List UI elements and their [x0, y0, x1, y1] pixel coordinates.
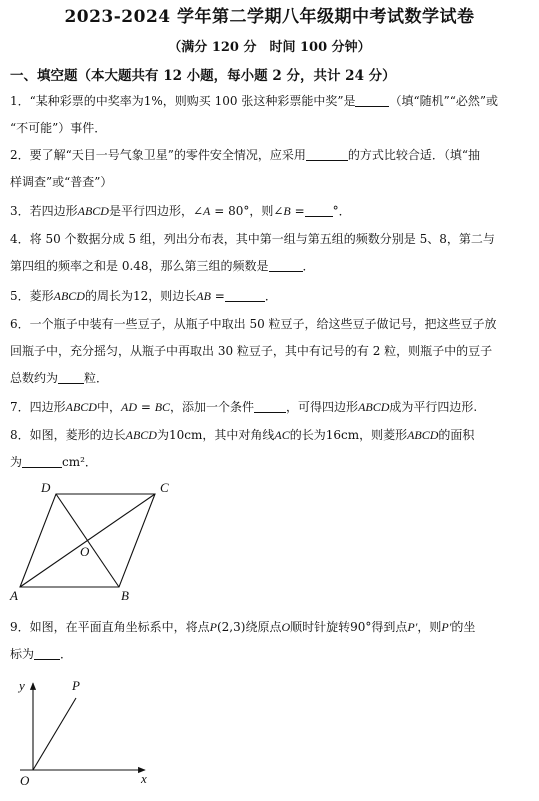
diagonal-bd	[56, 494, 119, 587]
question-6: 6．一个瓶子中装有一些豆子，从瓶子中取出 50 粒豆子，给这些豆子做记号，把这些豆子放 回瓶子中，充分摇匀，从瓶子中再取出 30 粒豆子，其中有记号的有 2 粒，则瓶子中的豆子 总数约为 粒．	[10, 317, 497, 385]
question-4: 4．将 50 个数据分成 5 组，列出分布表，其中第一组与第五组的频数分别是 5、8，第二与 第四组的频率之和是 0.48，那么第三组的频数是 ．	[10, 232, 495, 273]
label-origin: O	[20, 773, 30, 788]
answer-blank	[306, 146, 348, 161]
label-d: D	[41, 480, 51, 495]
answer-blank	[225, 287, 265, 302]
answer-blank	[269, 257, 303, 272]
answer-blank	[58, 369, 84, 384]
label-o: O	[80, 544, 90, 559]
question-1: 1．“某种彩票的中奖率为1%，则购买 100 张这种彩票能中奖”是 （填“随机”“必然”或 “不可能”）事件．	[10, 94, 499, 135]
answer-blank	[355, 92, 389, 107]
label-c: C	[160, 480, 169, 495]
label-b: B	[121, 588, 129, 603]
exam-title: 2023-2024 学年第二学期八年级期中考试数学试卷	[64, 7, 475, 27]
question-5: 5．菱形ABCD的周长为12，则边长AB = ．	[10, 289, 277, 303]
answer-blank	[254, 398, 286, 413]
answer-blank	[34, 645, 60, 660]
diagonal-ac	[20, 494, 155, 587]
question-3: 3．若四边形ABCD是平行四边形，∠A = 80°，则∠B = °．	[10, 204, 351, 218]
section-title: 一、填空题（本大题共有 12 小题，每小题 2 分，共计 24 分）	[10, 68, 396, 84]
label-a: A	[10, 588, 18, 603]
answer-blank	[22, 453, 62, 468]
label-y: y	[19, 678, 25, 693]
exam-subtitle: （满分 120 分 时间 100 分钟）	[168, 40, 371, 55]
question-8: 8．如图，菱形的边长ABCD为10cm，其中对角线AC的长为16cm，则菱形ABCD的面积 为 cm²．	[10, 428, 475, 469]
answer-blank	[305, 202, 333, 217]
label-p: P	[72, 678, 80, 693]
question-9: 9．如图，在平面直角坐标系中，将点P(2,3)绕原点O顺时针旋转90°得到点P′，则P′的坐 标为 ．	[10, 620, 476, 661]
label-x: x	[141, 771, 147, 786]
segment-op	[33, 698, 76, 770]
question-7: 7．四边形ABCD中，AD = BC，添加一个条件 ，可得四边形ABCD成为平行四边形.	[10, 400, 478, 414]
rhombus-outline	[20, 494, 155, 587]
question-2: 2．要了解“天目一号气象卫星”的零件安全情况，应采用 的方式比较合适．（填“抽 样调查”或“普查”）	[10, 148, 481, 189]
